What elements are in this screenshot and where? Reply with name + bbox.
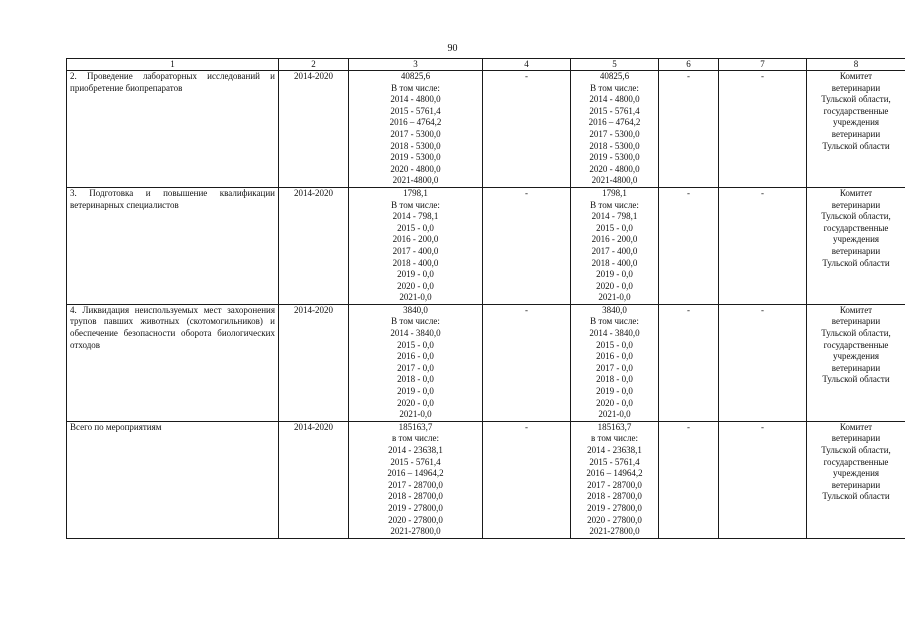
budget-year-line: 2020 - 0,0 <box>397 397 434 408</box>
budget-year-line: 2021-0,0 <box>598 292 631 303</box>
col4-value: - <box>483 304 571 421</box>
period: 2014-2020 <box>279 421 349 538</box>
budget-cell-col5 <box>571 71 659 188</box>
budget-year-line: 2015 - 0,0 <box>397 222 434 233</box>
column-number: 6 <box>659 59 719 71</box>
budget-year-line: 2018 - 400,0 <box>392 257 439 268</box>
budget-year-line: 2014 - 3840,0 <box>589 328 640 339</box>
executor-line: учреждения <box>832 468 880 479</box>
budget-cell-col3 <box>349 421 483 538</box>
col7-value: - <box>719 421 807 538</box>
executor-line: учреждения <box>832 234 880 245</box>
column-number-row <box>67 59 905 71</box>
executor-cell <box>807 304 905 421</box>
budget-total: 1798,1 <box>403 187 428 198</box>
page-number: 90 <box>447 43 458 54</box>
executor-line: государственные <box>823 339 889 350</box>
executor-line: Комитет <box>839 304 873 315</box>
budget-year-line: 2020 - 27800,0 <box>388 514 443 525</box>
column-number: 4 <box>483 59 571 71</box>
budget-year-line: 2016 - 0,0 <box>596 351 633 362</box>
budget-cell-col5 <box>571 421 659 538</box>
budget-year-line: 2014 - 4800,0 <box>589 94 640 105</box>
budget-total: 3840,0 <box>403 304 428 315</box>
budget-year-line: 2019 - 0,0 <box>397 386 434 397</box>
column-number: 2 <box>279 59 349 71</box>
executor-line: учреждения <box>832 351 880 362</box>
budget-cell-col3 <box>349 187 483 304</box>
executor-line: Тульской области, <box>821 94 891 105</box>
budget-year-line: 2018 - 5300,0 <box>589 140 640 151</box>
budget-note: В том числе: <box>391 199 440 210</box>
budget-year-line: 2018 - 5300,0 <box>390 140 441 151</box>
budget-cell-col5 <box>571 304 659 421</box>
budget-note: В том числе: <box>391 82 440 93</box>
budget-year-line: 2021-0,0 <box>399 292 432 303</box>
executor-line: Тульской области <box>822 374 890 385</box>
col6-value: - <box>659 71 719 188</box>
budget-year-line: 2015 - 0,0 <box>397 339 434 350</box>
budget-year-line: 2019 - 5300,0 <box>390 152 441 163</box>
table-row <box>67 71 905 188</box>
budget-year-line: 2015 - 5761,4 <box>589 456 640 467</box>
col7-value: - <box>719 71 807 188</box>
budget-year-line: 2017 - 28700,0 <box>388 479 443 490</box>
col7-value: - <box>719 187 807 304</box>
budget-cell-col3 <box>349 304 483 421</box>
executor-line: ветеринарии <box>831 479 881 490</box>
budget-note: В том числе: <box>590 199 639 210</box>
col6-value: - <box>659 304 719 421</box>
program-table <box>66 58 905 539</box>
executor-cell <box>807 421 905 538</box>
budget-year-line: 2016 - 200,0 <box>591 234 638 245</box>
budget-year-line: 2020 - 4800,0 <box>589 163 640 174</box>
col6-value: - <box>659 187 719 304</box>
column-number: 3 <box>349 59 483 71</box>
executor-line: ветеринарии <box>831 433 881 444</box>
budget-year-line: 2017 - 400,0 <box>392 245 439 256</box>
budget-year-line: 2021-27800,0 <box>390 526 441 537</box>
executor-line: ветеринарии <box>831 316 881 327</box>
budget-year-line: 2020 - 27800,0 <box>587 514 642 525</box>
budget-total: 185163,7 <box>398 421 433 432</box>
budget-year-line: 2018 - 400,0 <box>591 257 638 268</box>
budget-year-line: 2021-0,0 <box>598 409 631 420</box>
budget-year-line: 2016 – 4764,2 <box>588 117 641 128</box>
table-body <box>67 71 905 539</box>
budget-year-line: 2016 – 14964,2 <box>586 468 643 479</box>
budget-year-line: 2019 - 27800,0 <box>388 502 443 513</box>
executor-line: Тульской области <box>822 491 890 502</box>
budget-year-line: 2017 - 5300,0 <box>589 128 640 139</box>
table-row <box>67 187 905 304</box>
executor-line: ветеринарии <box>831 199 881 210</box>
table-row <box>67 304 905 421</box>
budget-year-line: 2021-0,0 <box>399 409 432 420</box>
budget-year-line: 2017 - 5300,0 <box>390 128 441 139</box>
budget-total: 1798,1 <box>602 187 627 198</box>
budget-year-line: 2017 - 28700,0 <box>587 479 642 490</box>
budget-year-line: 2019 - 27800,0 <box>587 502 642 513</box>
col4-value: - <box>483 187 571 304</box>
executor-cell <box>807 187 905 304</box>
period: 2014-2020 <box>279 304 349 421</box>
budget-note: в том числе: <box>392 433 439 444</box>
budget-year-line: 2015 - 0,0 <box>596 222 633 233</box>
executor-line: государственные <box>823 456 889 467</box>
budget-cell-col3 <box>349 71 483 188</box>
budget-year-line: 2016 – 4764,2 <box>389 117 442 128</box>
column-number: 1 <box>67 59 279 71</box>
budget-year-line: 2019 - 0,0 <box>397 269 434 280</box>
executor-cell <box>807 71 905 188</box>
table-row <box>67 421 905 538</box>
col6-value: - <box>659 421 719 538</box>
budget-year-line: 2019 - 0,0 <box>596 386 633 397</box>
executor-line: ветеринарии <box>831 82 881 93</box>
budget-note: В том числе: <box>590 82 639 93</box>
budget-year-line: 2014 - 798,1 <box>591 211 638 222</box>
executor-line: Комитет <box>839 187 873 198</box>
executor-line: Тульской области <box>822 257 890 268</box>
budget-year-line: 2014 - 3840,0 <box>390 328 441 339</box>
executor-line: Комитет <box>839 421 873 432</box>
budget-year-line: 2014 - 798,1 <box>392 211 439 222</box>
executor-line: Тульской области, <box>821 445 891 455</box>
budget-note: В том числе: <box>391 316 440 327</box>
budget-year-line: 2014 - 23638,1 <box>388 445 443 455</box>
budget-note: в том числе: <box>591 433 638 444</box>
budget-year-line: 2017 - 0,0 <box>596 362 633 373</box>
budget-year-line: 2016 – 14964,2 <box>387 468 444 479</box>
budget-year-line: 2018 - 0,0 <box>596 374 633 385</box>
executor-line: ветеринарии <box>831 245 881 256</box>
budget-year-line: 2021-4800,0 <box>392 175 439 186</box>
activity-name: 2. Проведение лабораторных исследований и приобретение биопрепаратов <box>67 71 279 188</box>
budget-total: 185163,7 <box>597 421 632 432</box>
budget-total: 40825,6 <box>599 71 630 81</box>
budget-total: 40825,6 <box>400 71 431 81</box>
col4-value: - <box>483 421 571 538</box>
budget-year-line: 2016 - 0,0 <box>397 351 434 362</box>
budget-year-line: 2014 - 23638,1 <box>587 445 642 455</box>
executor-line: Тульской области <box>822 140 890 151</box>
budget-year-line: 2018 - 28700,0 <box>587 491 642 502</box>
budget-year-line: 2016 - 200,0 <box>392 234 439 245</box>
budget-year-line: 2014 - 4800,0 <box>390 94 441 105</box>
executor-line: ветеринарии <box>831 128 881 139</box>
column-number: 5 <box>571 59 659 71</box>
executor-line: Тульской области, <box>821 328 891 339</box>
budget-year-line: 2018 - 28700,0 <box>388 491 443 502</box>
activity-name: 4. Ликвидация неиспользуемых мест захоронения трупов павших животных (скотомогильников) и обеспечение безопасности оборота биологических отходов <box>67 304 279 421</box>
budget-year-line: 2015 - 0,0 <box>596 339 633 350</box>
col4-value: - <box>483 71 571 188</box>
period: 2014-2020 <box>279 71 349 188</box>
budget-year-line: 2019 - 5300,0 <box>589 152 640 163</box>
executor-line: государственные <box>823 105 889 116</box>
budget-year-line: 2020 - 0,0 <box>397 280 434 291</box>
executor-line: Комитет <box>839 71 873 81</box>
executor-line: ветеринарии <box>831 362 881 373</box>
budget-cell-col5 <box>571 187 659 304</box>
activity-name: Всего по мероприятиям <box>67 421 279 538</box>
budget-year-line: 2019 - 0,0 <box>596 269 633 280</box>
budget-year-line: 2015 - 5761,4 <box>390 105 441 116</box>
col7-value: - <box>719 304 807 421</box>
budget-year-line: 2020 - 0,0 <box>596 397 633 408</box>
executor-line: Тульской области, <box>821 211 891 222</box>
executor-line: учреждения <box>832 117 880 128</box>
budget-year-line: 2017 - 400,0 <box>591 245 638 256</box>
period: 2014-2020 <box>279 187 349 304</box>
budget-note: В том числе: <box>590 316 639 327</box>
activity-name: 3. Подготовка и повышение квалификации ветеринарных специалистов <box>67 187 279 304</box>
budget-year-line: 2017 - 0,0 <box>397 362 434 373</box>
budget-year-line: 2020 - 0,0 <box>596 280 633 291</box>
budget-year-line: 2021-27800,0 <box>589 526 640 537</box>
budget-year-line: 2020 - 4800,0 <box>390 163 441 174</box>
budget-year-line: 2018 - 0,0 <box>397 374 434 385</box>
column-number: 7 <box>719 59 807 71</box>
budget-year-line: 2015 - 5761,4 <box>390 456 441 467</box>
column-number: 8 <box>807 59 905 71</box>
executor-line: государственные <box>823 222 889 233</box>
budget-year-line: 2021-4800,0 <box>591 175 638 186</box>
budget-year-line: 2015 - 5761,4 <box>589 105 640 116</box>
budget-total: 3840,0 <box>602 304 627 315</box>
